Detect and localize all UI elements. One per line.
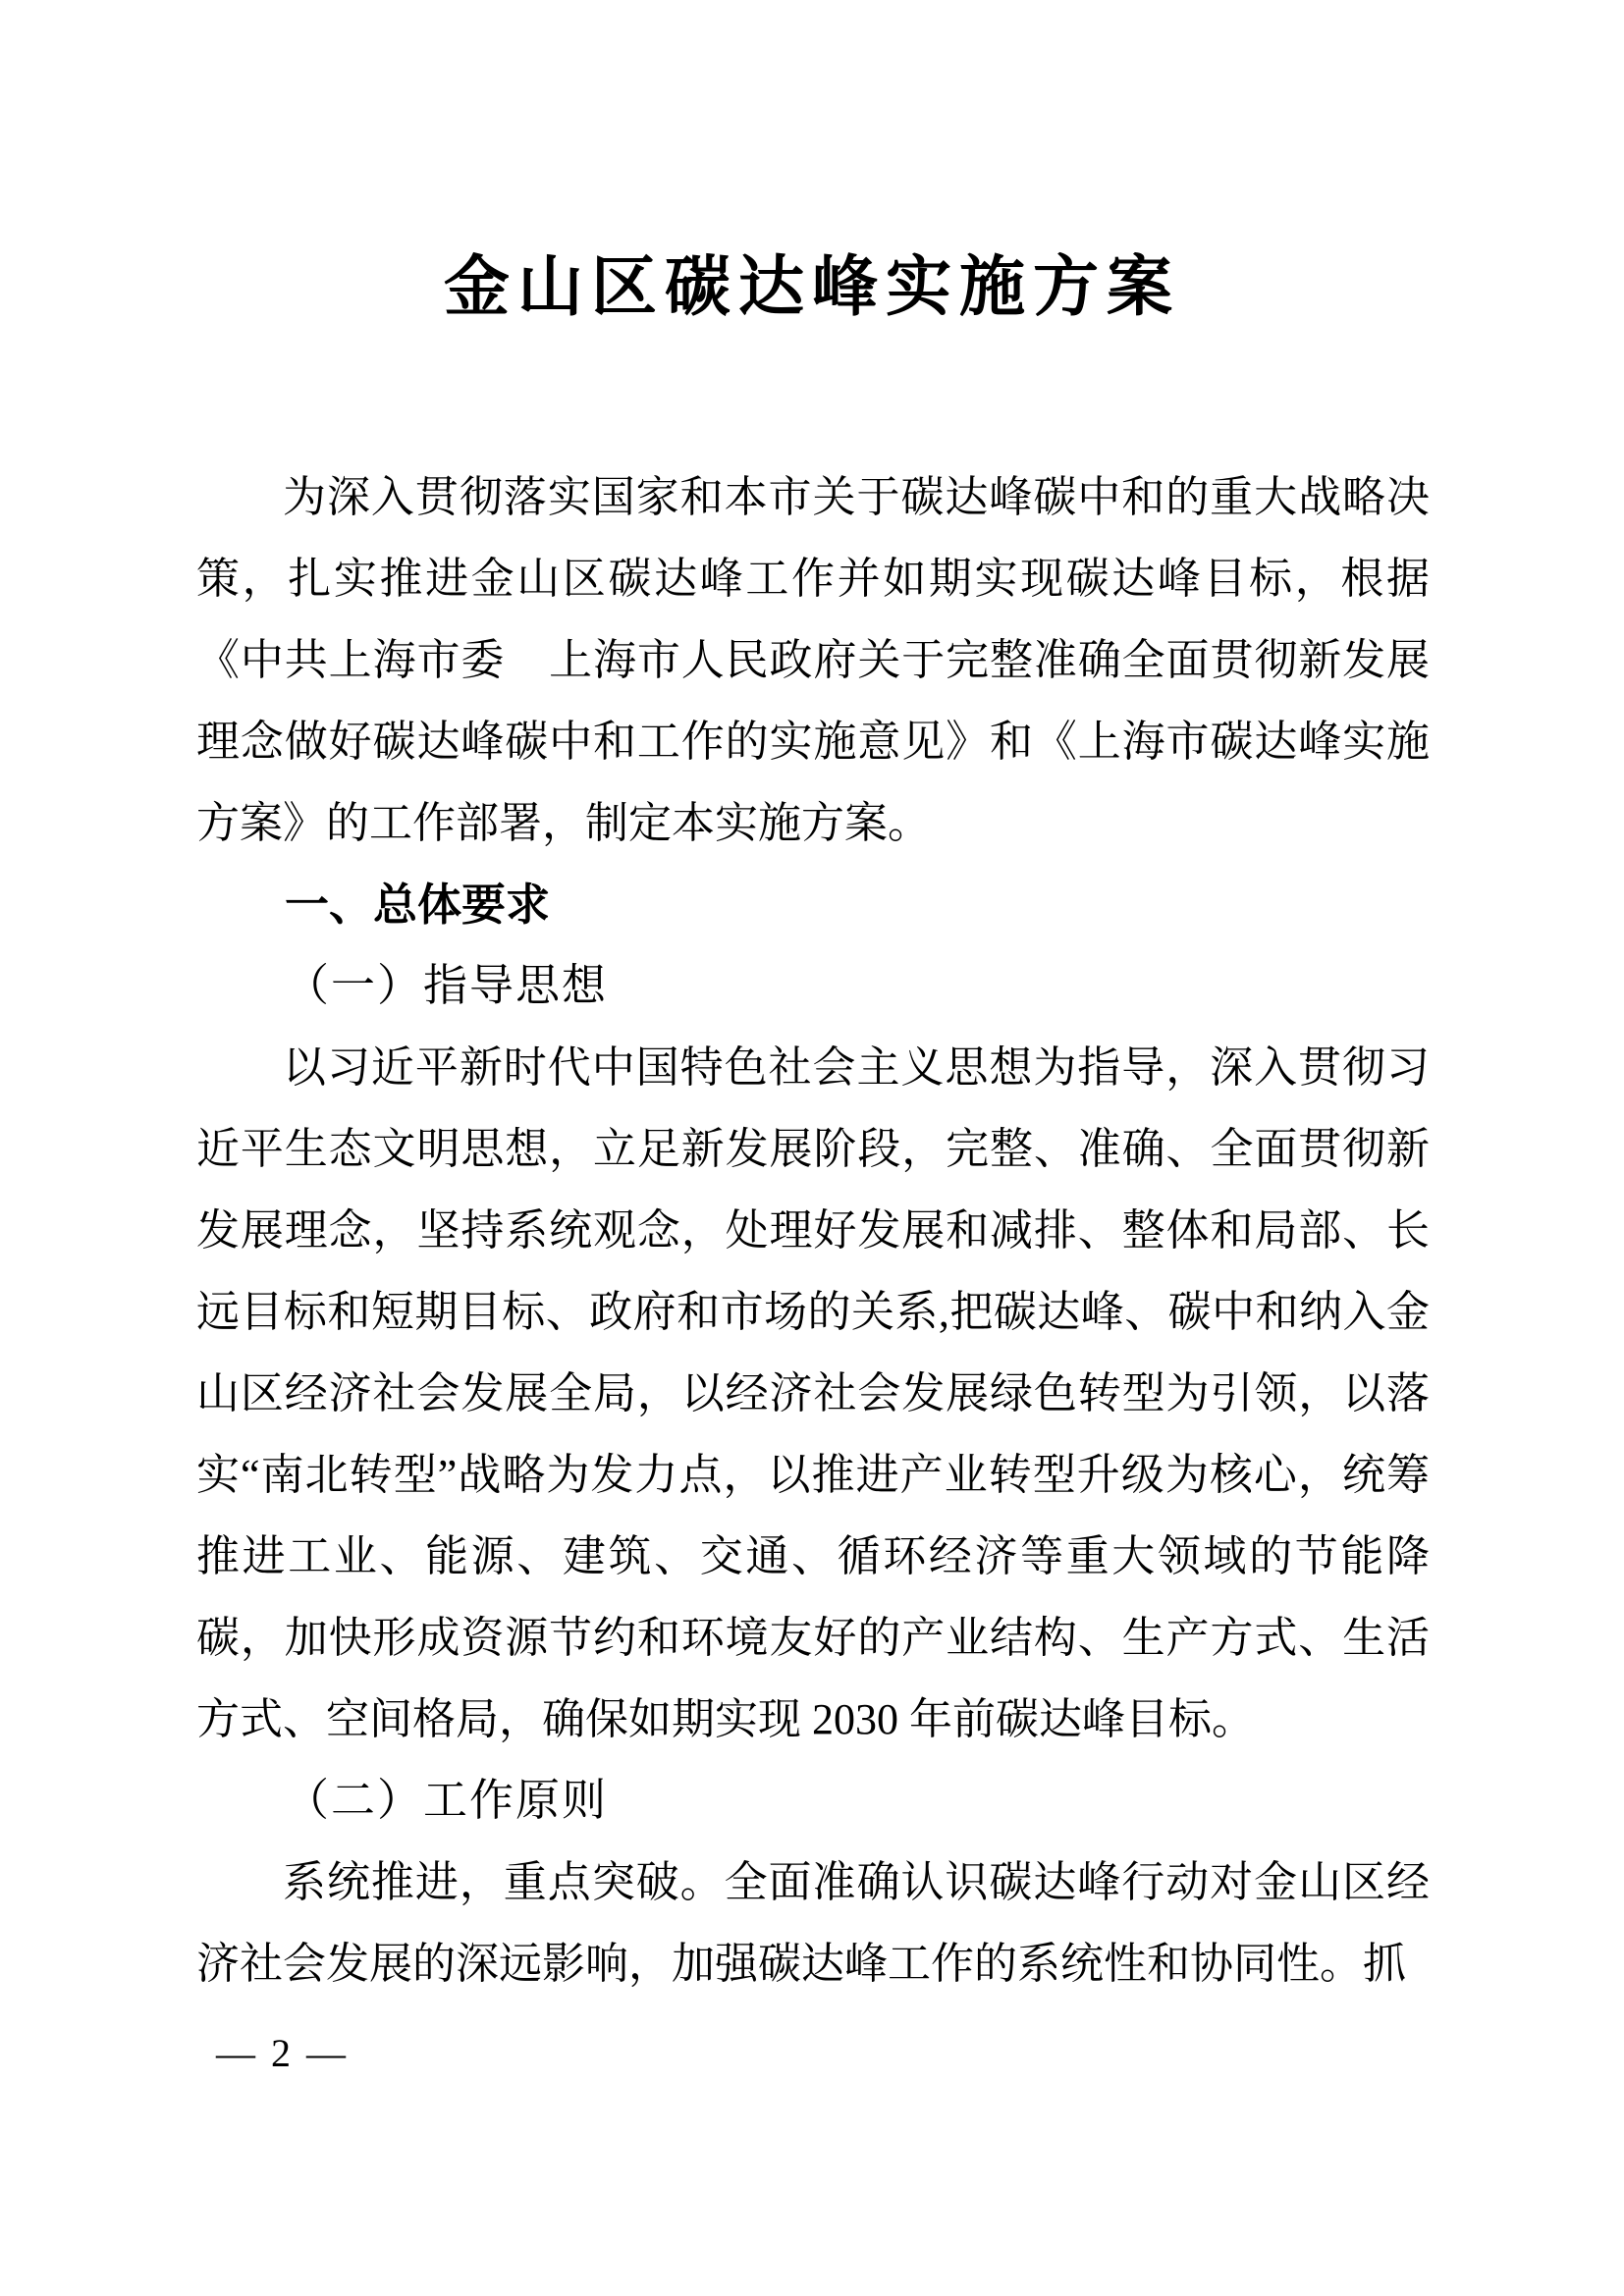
page-number: — 2 — — [216, 2031, 349, 2075]
paragraph-work-principles: 系统推进，重点突破。全面准确认识碳达峰行动对金山区经济社会发展的深远影响，加强碳达峰工作的系统性和协同性。抓 — [196, 1858, 1430, 1988]
document-body — [196, 456, 1430, 2004]
subsection-heading-guiding-ideology: （一）指导思想 — [285, 961, 609, 1010]
intro-paragraph: 为深入贯彻落实国家和本市关于碳达峰碳中和的重大战略决策，扎实推进金山区碳达峰工作并如期实现碳达峰目标，根据《中共上海市委 上海市人民政府关于完整准确全面贯彻新发展理念做好碳达峰碳中和工作的实施意见》和《上海市碳达峰实施方案》的工作部署，制定本实施方案。 — [196, 473, 1430, 847]
paragraph-guiding-ideology: 以习近平新时代中国特色社会主义思想为指导，深入贯彻习近平生态文明思想，立足新发展阶段，完整、准确、全面贯彻新发展理念，坚持系统观念，处理好发展和减排、整体和局部、长远目标和短期目标、政府和市场的关系,把碳达峰、碳中和纳入金山区经济社会发展全局，以经济社会发展绿色转型为引领，以落实“南北转型”战略为发力点，以推进产业转型升级为核心，统筹推进工业、能源、建筑、交通、循环经济等重大领域的节能降碳，加快形成资源节约和环境友好的产业结构、生产方式、生活方式、空间格局，确保如期实现 2030 年前碳达峰目标。 — [196, 1043, 1430, 1743]
section-heading-overall-requirements: 一、总体要求 — [285, 880, 551, 930]
subsection-heading-work-principles: （二）工作原则 — [285, 1776, 609, 1825]
document-title: 金山区碳达峰实施方案 — [444, 251, 1180, 324]
